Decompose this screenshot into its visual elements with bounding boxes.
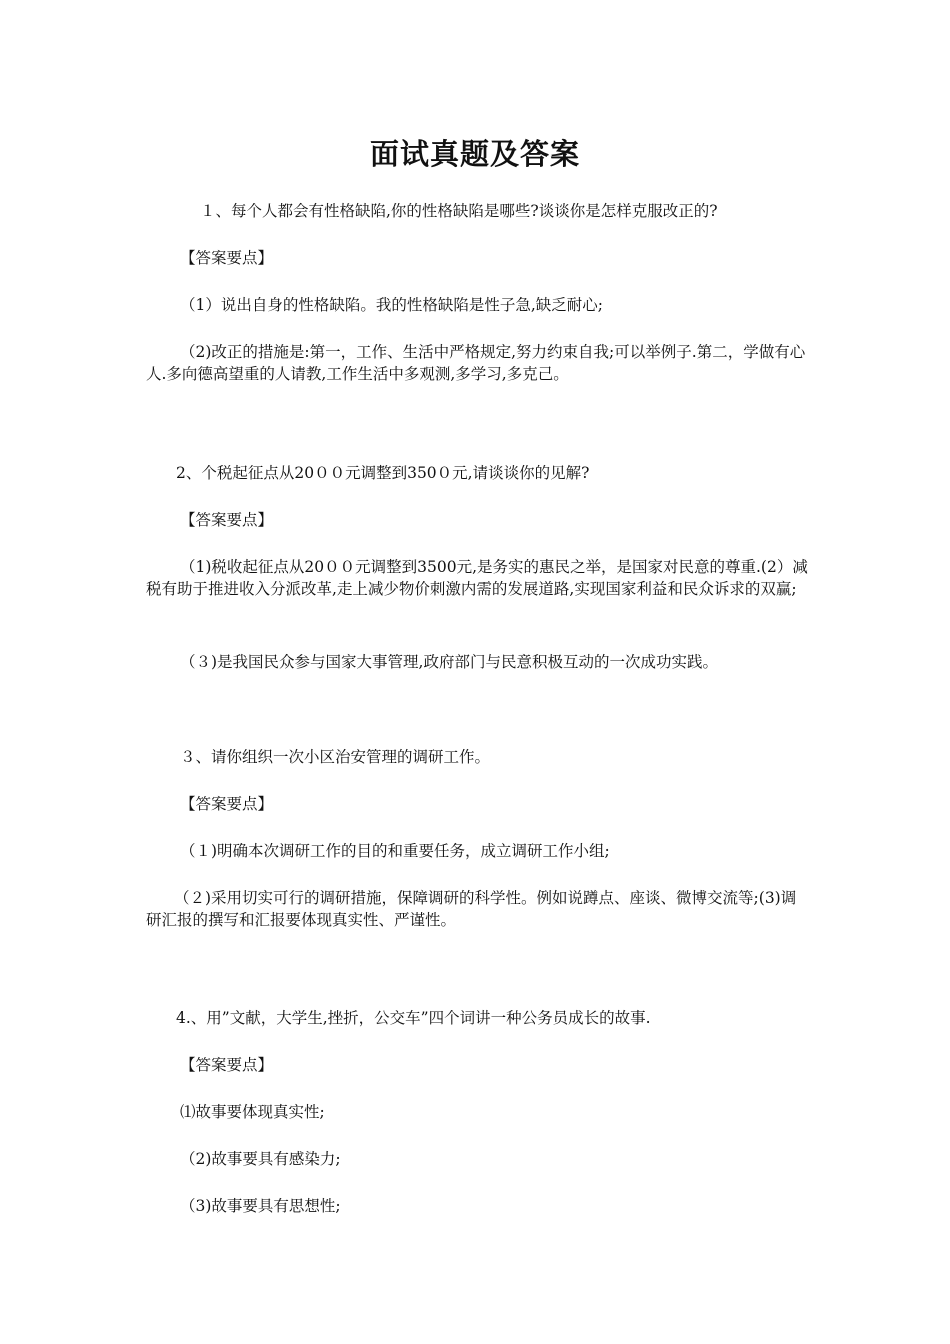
q3-point-1: （１)明确本次调研工作的目的和重要任务，成立调研工作小组; (180, 842, 610, 860)
question-4: 4.、用”文献，大学生,挫折，公交车”四个词讲一种公务员成长的故事. (176, 1009, 651, 1027)
answer-heading-3: 【答案要点】 (180, 795, 274, 813)
answer-heading-2: 【答案要点】 (180, 511, 274, 529)
question-3: ３、请你组织一次小区治安管理的调研工作。 (180, 748, 491, 766)
q1-point-2: （2)改正的措施是:第一，工作、生活中严格规定,努力约束自我;可以举例子.第二，学做有心人.多向德高望重的人请教,工作生活中多观测,多学习,多克己。 (146, 343, 806, 383)
q3-point-2: （２)采用切实可行的调研措施，保障调研的科学性。例如说蹲点、座谈、微博交流等;(3)调研汇报的撰写和汇报要体现真实性、严谨性。 (146, 889, 797, 929)
q4-point-1: ⑴故事要体现真实性; (180, 1103, 325, 1121)
q2-point-1: （1)税收起征点从20００元调整到3500元,是务实的惠民之举，是国家对民意的尊重.(2）减税有助于推进收入分派改革,走上减少物价刺激内需的发展道路,实现国家利益和民众诉求的双赢; (146, 558, 808, 598)
q4-point-2: （2)故事要具有感染力; (180, 1150, 341, 1168)
question-1: １、每个人都会有性格缺陷,你的性格缺陷是哪些?谈谈你是怎样克服改正的? (200, 202, 718, 220)
q4-point-3: （3)故事要具有思想性; (180, 1197, 341, 1215)
q1-point-1: （1）说出自身的性格缺陷。我的性格缺陷是性子急,缺乏耐心; (180, 296, 604, 314)
page-title: 面试真题及答案 (369, 137, 580, 171)
question-2: 2、个税起征点从20００元调整到350０元,请谈谈你的见解? (176, 464, 590, 482)
answer-heading-4: 【答案要点】 (180, 1056, 274, 1074)
q2-point-2: （３)是我国民众参与国家大事管理,政府部门与民意积极互动的一次成功实践。 (180, 653, 718, 671)
answer-heading-1: 【答案要点】 (180, 249, 274, 267)
